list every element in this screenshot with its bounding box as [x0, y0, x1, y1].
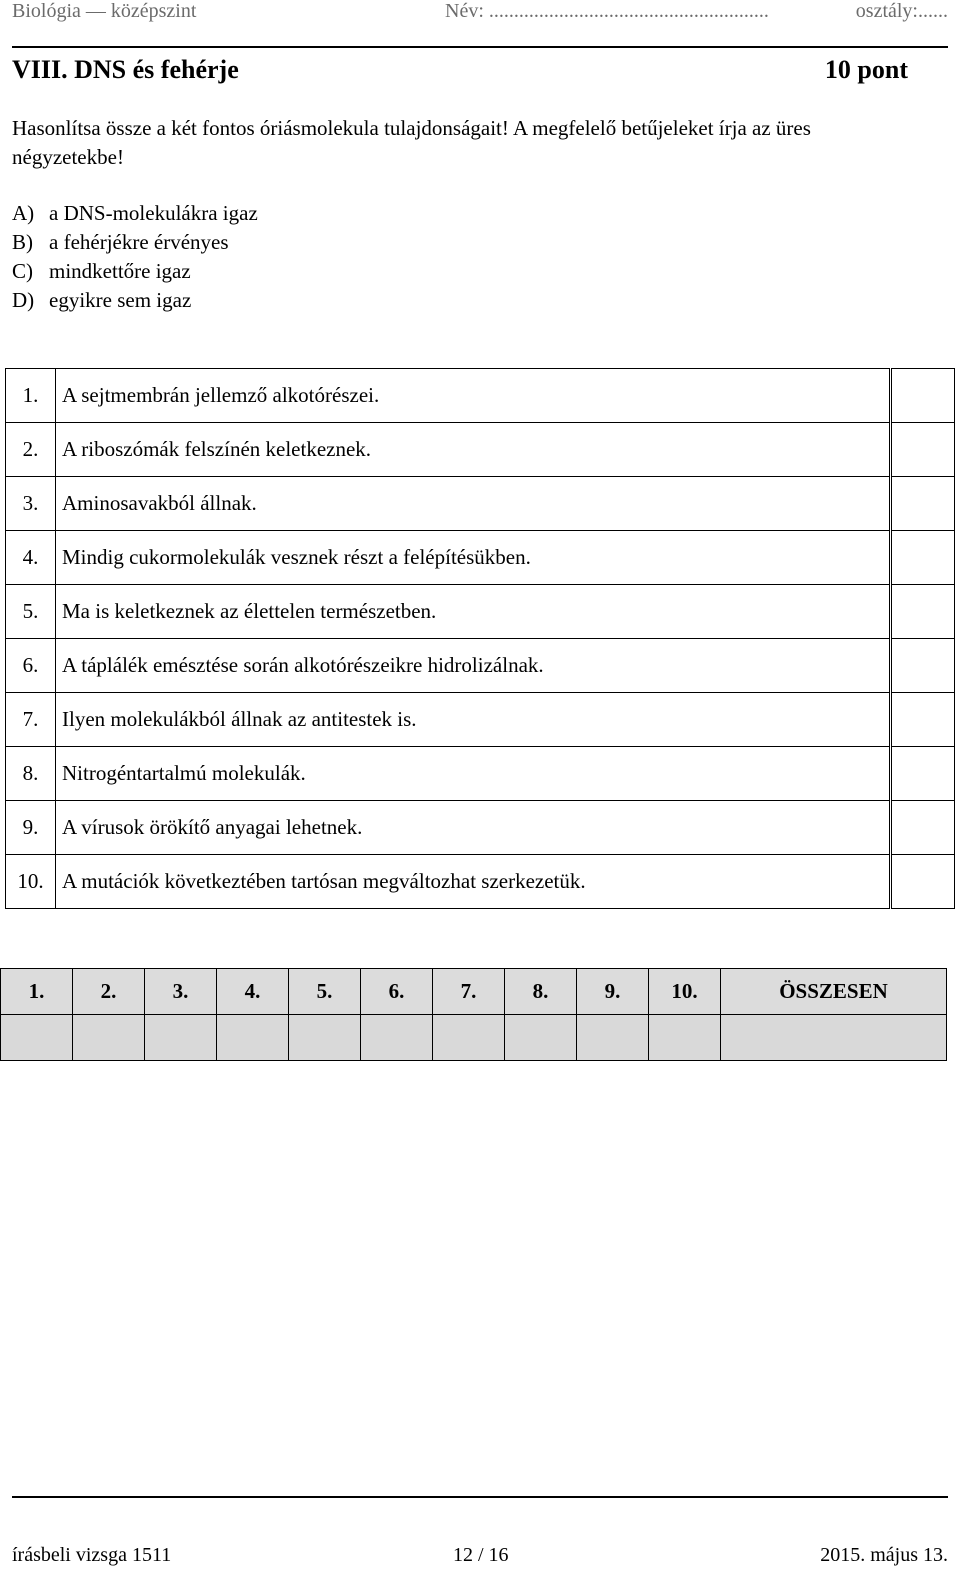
- page-footer: [12, 1496, 948, 1573]
- statement-row: [6, 747, 955, 801]
- statement-number: 5.: [6, 585, 56, 639]
- footer-exam: írásbeli vizsga 1511: [12, 1544, 172, 1566]
- statement-text: A mutációk következtében tartósan megváltozhat szerkezetük.: [56, 855, 890, 909]
- statements-table: [5, 368, 955, 909]
- score-header-cell: 6.: [361, 969, 433, 1015]
- score-header-cell: 9.: [577, 969, 649, 1015]
- score-header-cell: 8.: [505, 969, 577, 1015]
- score-cell[interactable]: [433, 1015, 505, 1061]
- option-text: a fehérjékre érvényes: [49, 230, 229, 254]
- option-d: [12, 286, 258, 315]
- option-a: [12, 199, 258, 228]
- section-title: VIII. DNS és fehérje: [12, 55, 239, 84]
- option-letter: B): [12, 230, 33, 254]
- statement-number: 7.: [6, 693, 56, 747]
- score-header-cell: 3.: [145, 969, 217, 1015]
- statement-text: A sejtmembrán jellemző alkotórészei.: [56, 369, 890, 423]
- score-value-row: [1, 1015, 947, 1061]
- option-letter: A): [12, 201, 35, 225]
- header-name-field: Név: ........................................................: [445, 0, 769, 22]
- statement-row: [6, 531, 955, 585]
- answer-box[interactable]: [892, 855, 955, 909]
- score-header-cell: 7.: [433, 969, 505, 1015]
- statement-number: 8.: [6, 747, 56, 801]
- score-table: [0, 968, 947, 1061]
- statement-text: A vírusok örökítő anyagai lehetnek.: [56, 801, 890, 855]
- statement-number: 6.: [6, 639, 56, 693]
- statement-row: [6, 639, 955, 693]
- score-cell[interactable]: [289, 1015, 361, 1061]
- page-header: [12, 0, 948, 48]
- footer-date: 2015. május 13.: [820, 1544, 948, 1566]
- statement-text: Ilyen molekulákból állnak az antitestek is.: [56, 693, 890, 747]
- statement-number: 2.: [6, 423, 56, 477]
- answer-box[interactable]: [892, 747, 955, 801]
- score-header-cell: 10.: [649, 969, 721, 1015]
- option-text: mindkettőre igaz: [49, 259, 191, 283]
- statement-row: [6, 855, 955, 909]
- score-cell[interactable]: [361, 1015, 433, 1061]
- statement-number: 1.: [6, 369, 56, 423]
- statement-text: A táplálék emésztése során alkotórészeikre hidrolizálnak.: [56, 639, 890, 693]
- answer-box[interactable]: [892, 423, 955, 477]
- statement-row: [6, 693, 955, 747]
- answer-box[interactable]: [892, 531, 955, 585]
- statement-text: Mindig cukormolekulák vesznek részt a felépítésükben.: [56, 531, 890, 585]
- option-list: [12, 199, 258, 315]
- option-letter: C): [12, 259, 33, 283]
- option-text: a DNS-molekulákra igaz: [49, 201, 258, 225]
- answer-box[interactable]: [892, 585, 955, 639]
- statement-number: 9.: [6, 801, 56, 855]
- statement-number: 4.: [6, 531, 56, 585]
- statement-number: 3.: [6, 477, 56, 531]
- score-cell[interactable]: [649, 1015, 721, 1061]
- option-text: egyikre sem igaz: [49, 288, 192, 312]
- option-letter: D): [12, 288, 35, 312]
- score-cell[interactable]: [73, 1015, 145, 1061]
- answer-box[interactable]: [892, 477, 955, 531]
- statement-row: [6, 369, 955, 423]
- score-header-cell: 1.: [1, 969, 73, 1015]
- score-cell[interactable]: [145, 1015, 217, 1061]
- header-subject: Biológia — középszint: [12, 0, 197, 22]
- score-cell[interactable]: [217, 1015, 289, 1061]
- instruction-text: Hasonlítsa össze a két fontos óriásmolekula tulajdonságait! A megfelelő betűjeleket írja az üres négyzetekbe!: [12, 116, 811, 169]
- score-header-cell: 2.: [73, 969, 145, 1015]
- statement-row: [6, 423, 955, 477]
- answer-box[interactable]: [892, 369, 955, 423]
- answer-box[interactable]: [892, 801, 955, 855]
- statement-text: Ma is keletkeznek az élettelen természetben.: [56, 585, 890, 639]
- score-header-row: [1, 969, 947, 1015]
- statement-text: Aminosavakból állnak.: [56, 477, 890, 531]
- statement-row: [6, 585, 955, 639]
- section-points: 10 pont: [824, 55, 908, 84]
- statement-row: [6, 477, 955, 531]
- score-header-total: ÖSSZESEN: [721, 969, 947, 1015]
- statement-number: 10.: [6, 855, 56, 909]
- score-cell[interactable]: [1, 1015, 73, 1061]
- answer-box[interactable]: [892, 693, 955, 747]
- score-total-cell[interactable]: [721, 1015, 947, 1061]
- option-c: [12, 257, 258, 286]
- option-b: [12, 228, 258, 257]
- score-cell[interactable]: [505, 1015, 577, 1061]
- footer-page-number: 12 / 16: [453, 1544, 509, 1566]
- statement-text: Nitrogéntartalmú molekulák.: [56, 747, 890, 801]
- answer-box[interactable]: [892, 639, 955, 693]
- score-cell[interactable]: [577, 1015, 649, 1061]
- statement-row: [6, 801, 955, 855]
- score-header-cell: 4.: [217, 969, 289, 1015]
- score-header-cell: 5.: [289, 969, 361, 1015]
- header-class-field: osztály:......: [855, 0, 948, 22]
- statement-text: A riboszómák felszínén keletkeznek.: [56, 423, 890, 477]
